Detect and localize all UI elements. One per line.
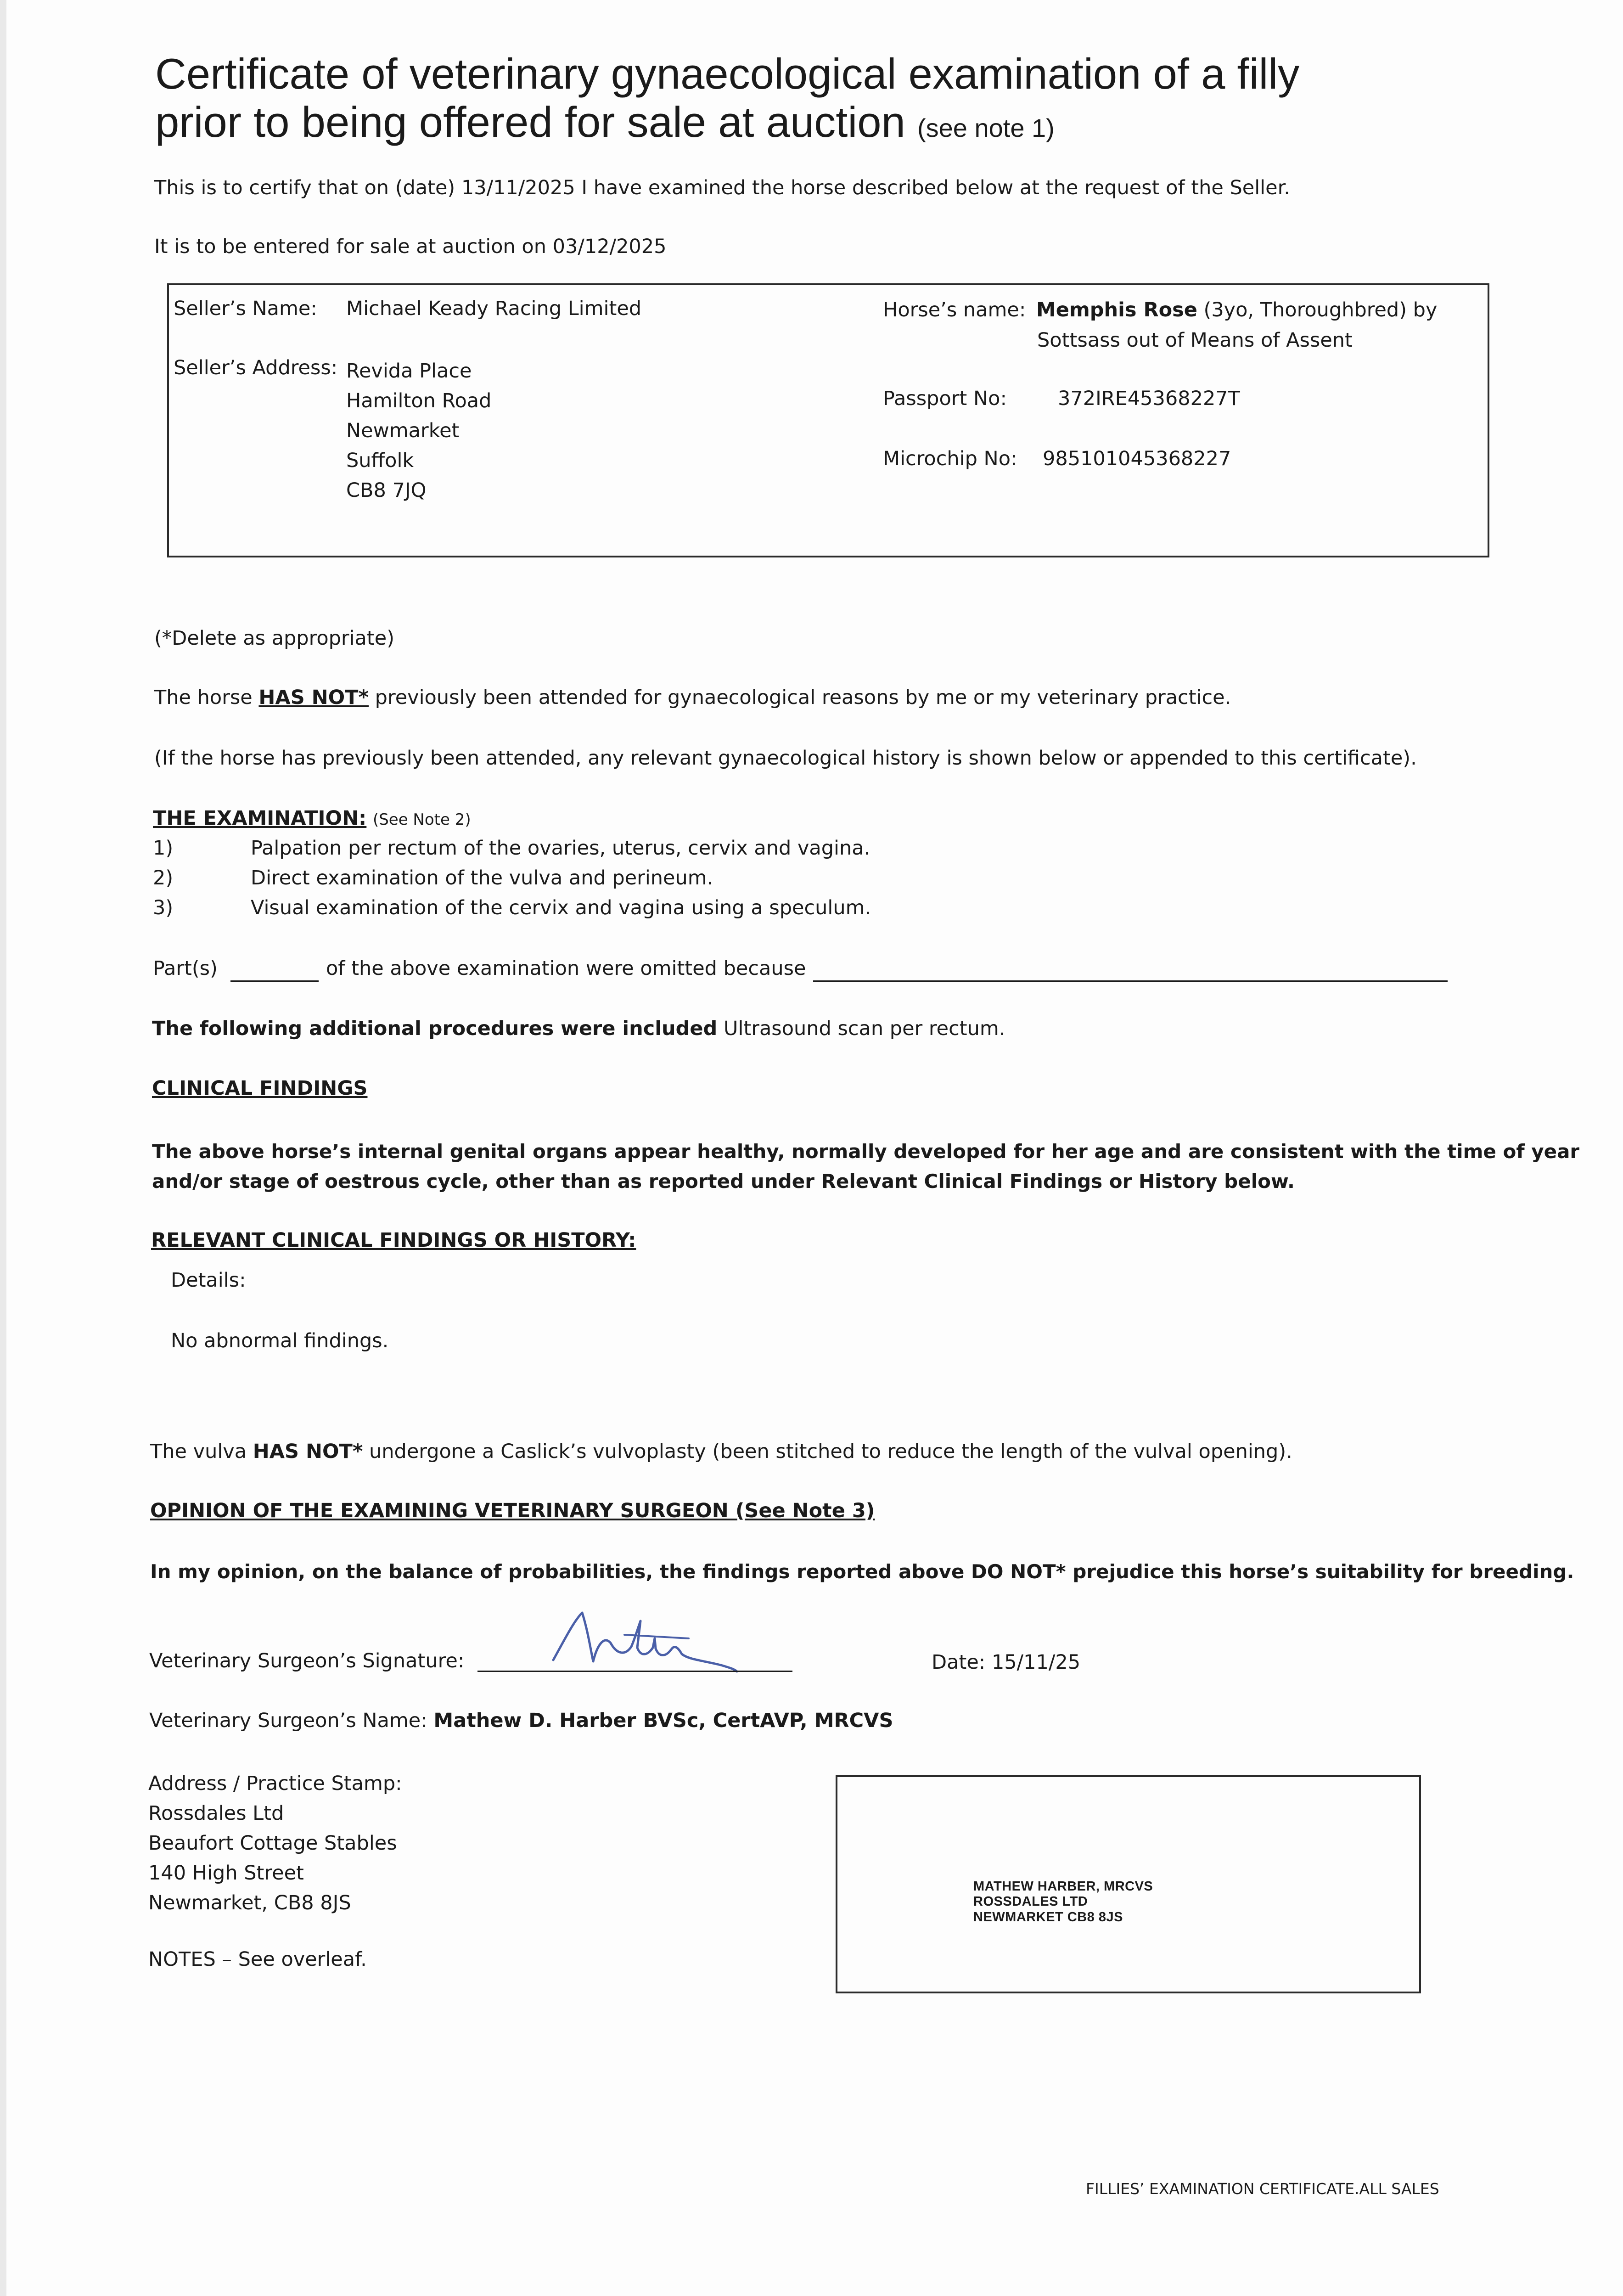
seller-address-line: Suffolk bbox=[346, 449, 414, 472]
seller-address-line: Hamilton Road bbox=[346, 389, 492, 412]
additional-procedures-value: Ultrasound scan per rectum. bbox=[724, 1017, 1005, 1040]
passport-number: 372IRE45368227T bbox=[1058, 387, 1240, 410]
opinion-heading: OPINION OF THE EXAMINING VETERINARY SURGEON (See Note 3) bbox=[150, 1499, 875, 1522]
certify-statement: This is to certify that on (date) 13/11/2025 I have examined the horse described below at the request of the Seller. bbox=[154, 176, 1290, 199]
stamp-line: NEWMARKET CB8 8JS bbox=[973, 1909, 1123, 1925]
attended-status: HAS NOT* bbox=[258, 686, 369, 709]
seller-name-label: Seller’s Name: bbox=[174, 297, 317, 320]
practice-stamp bbox=[973, 1879, 1153, 1925]
omitted-label: Part(s) bbox=[153, 957, 218, 980]
seller-address-line: Revida Place bbox=[346, 360, 472, 383]
auction-statement: It is to be entered for sale at auction on 03/12/2025 bbox=[154, 235, 667, 258]
vulva-statement: The vulva HAS NOT* undergone a Caslick’s vulvoplasty (been stitched to reduce the length of the vulval opening). bbox=[150, 1440, 1292, 1463]
seller-address bbox=[346, 356, 491, 506]
relevant-findings-heading: RELEVANT CLINICAL FINDINGS OR HISTORY: bbox=[151, 1229, 636, 1252]
practice-address-line: Newmarket, CB8 8JS bbox=[148, 1891, 351, 1914]
seller-address-label: Seller’s Address: bbox=[174, 356, 338, 379]
omitted-reason-label: of the above examination were omitted because bbox=[326, 957, 806, 980]
seller-address-line: Newmarket bbox=[346, 419, 460, 442]
details-label: Details: bbox=[171, 1269, 246, 1292]
date-value: 15/11/25 bbox=[991, 1651, 1081, 1674]
horse-name-label: Horse’s name: bbox=[883, 298, 1026, 321]
horse-name-line bbox=[1036, 298, 1437, 322]
vulva-status: HAS NOT* bbox=[253, 1440, 363, 1463]
date-label: Date: bbox=[932, 1651, 986, 1674]
practice-address-line: Beaufort Cottage Stables bbox=[148, 1832, 397, 1855]
title-line-2: prior to being offered for sale at auction (see note 1) bbox=[155, 98, 1055, 146]
practice-stamp-label: Address / Practice Stamp: bbox=[148, 1772, 402, 1795]
seller-name: Michael Keady Racing Limited bbox=[346, 297, 642, 320]
opinion-statement: In my opinion, on the balance of probabilities, the findings reported above DO NOT* prejudice this horse’s suitability for breeding. bbox=[150, 1560, 1574, 1583]
exam-item-num: 1) bbox=[153, 837, 174, 860]
surgeon-name: Mathew D. Harber BVSc, CertAVP, MRCVS bbox=[433, 1709, 893, 1732]
exam-item-text: Palpation per rectum of the ovaries, uterus, cervix and vagina. bbox=[251, 837, 870, 860]
details-value: No abnormal findings. bbox=[171, 1329, 389, 1352]
attended-statement: The horse HAS NOT* previously been attended for gynaecological reasons by me or my veterinary practice. bbox=[154, 686, 1231, 709]
clinical-findings-line-1: The above horse’s internal genital organs appear healthy, normally developed for her age and are consistent with the time of year bbox=[152, 1140, 1580, 1163]
signature-date bbox=[932, 1651, 1080, 1675]
footer-form-name: FILLIES’ EXAMINATION CERTIFICATE.ALL SALES bbox=[1086, 2180, 1439, 2198]
delete-note: (*Delete as appropriate) bbox=[154, 627, 394, 650]
horse-pedigree: Sottsass out of Means of Assent bbox=[1037, 329, 1353, 352]
signature-label: Veterinary Surgeon’s Signature: bbox=[149, 1649, 465, 1672]
stamp-line: MATHEW HARBER, MRCVS bbox=[973, 1879, 1153, 1894]
certificate-title bbox=[155, 50, 1299, 146]
history-note: (If the horse has previously been attended, any relevant gynaecological history is shown below or appended to this certificate). bbox=[154, 747, 1417, 770]
signature-graphic bbox=[473, 1603, 803, 1676]
surgeon-name-label: Veterinary Surgeon’s Name: bbox=[149, 1709, 427, 1732]
exam-item-num: 3) bbox=[153, 896, 174, 919]
microchip-number: 985101045368227 bbox=[1043, 447, 1231, 470]
clinical-findings-line-2: and/or stage of oestrous cycle, other than as reported under Relevant Clinical Findings or History below. bbox=[152, 1170, 1295, 1193]
omitted-reason-field bbox=[813, 980, 1448, 982]
practice-address-line: 140 High Street bbox=[148, 1862, 304, 1885]
examination-note: (See Note 2) bbox=[372, 810, 471, 829]
title-note: (see note 1) bbox=[917, 113, 1055, 143]
additional-procedures: The following additional procedures were included Ultrasound scan per rectum. bbox=[152, 1017, 1005, 1040]
exam-item-text: Direct examination of the vulva and perineum. bbox=[251, 867, 713, 889]
exam-item-text: Visual examination of the cervix and vagina using a speculum. bbox=[251, 896, 871, 919]
signature-line bbox=[477, 1671, 792, 1672]
practice-address-line: Rossdales Ltd bbox=[148, 1802, 284, 1825]
horse-name: Memphis Rose bbox=[1036, 298, 1197, 321]
practice-address bbox=[148, 1769, 402, 1918]
seller-address-line: CB8 7JQ bbox=[346, 479, 427, 502]
scan-edge bbox=[0, 0, 6, 2296]
surgeon-name-line bbox=[149, 1709, 893, 1733]
omitted-parts-field bbox=[230, 980, 319, 982]
passport-label: Passport No: bbox=[883, 387, 1007, 410]
title-line-1: Certificate of veterinary gynaecological examination of a filly bbox=[155, 50, 1300, 98]
microchip-label: Microchip No: bbox=[883, 447, 1017, 470]
exam-item-num: 2) bbox=[153, 867, 174, 889]
stamp-line: ROSSDALES LTD bbox=[973, 1894, 1088, 1909]
examination-heading: THE EXAMINATION: (See Note 2) bbox=[153, 807, 471, 830]
notes-reference: NOTES – See overleaf. bbox=[148, 1948, 367, 1971]
horse-details: (3yo, Thoroughbred) by bbox=[1203, 298, 1438, 321]
clinical-findings-heading: CLINICAL FINDINGS bbox=[152, 1077, 368, 1100]
